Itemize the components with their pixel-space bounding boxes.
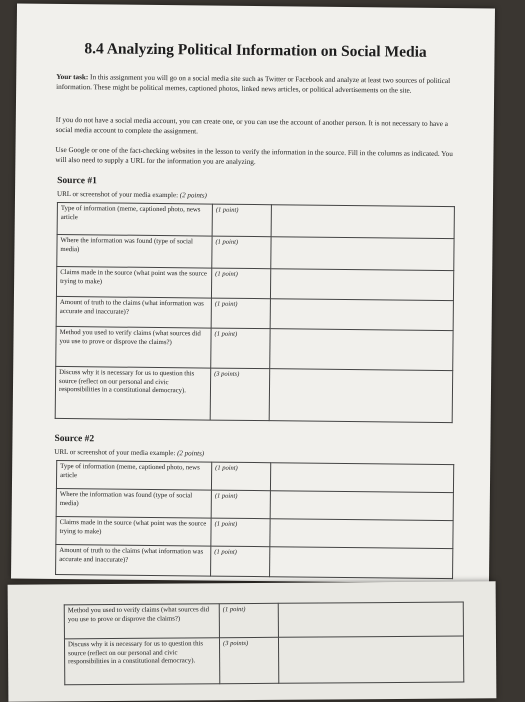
table-row [56, 488, 453, 520]
source2-q1: Type of information (meme, captioned photo, news article [56, 460, 211, 490]
source2-q5: Method you used to verify claims (what sources did you use to prove or disprove the claims?) [64, 604, 219, 639]
source2-q4-answer[interactable] [270, 547, 453, 579]
source2-q4-points: (1 point) [211, 546, 270, 577]
source1-q3-answer[interactable] [270, 269, 453, 301]
page-title: 8.4 Analyzing Political Information on Social Media [84, 40, 427, 61]
source1-subtitle-text: URL or screenshot of your media example: [56, 189, 179, 200]
source1-q1: Type of information (meme, captioned photo, news article [57, 202, 212, 236]
source1-q2-answer[interactable] [271, 237, 454, 271]
source2-q2: Where the information was found (type of social media) [56, 488, 211, 518]
source1-q5-answer[interactable] [270, 329, 453, 371]
source2-table [55, 460, 454, 579]
source1-q5: Method you used to verify claims (what sources did you use to prove or disprove the claims?) [56, 326, 211, 368]
table-row [56, 516, 453, 548]
source2-q1-answer[interactable] [270, 463, 453, 493]
source2-subtitle-points: (2 points) [177, 449, 205, 458]
table-row [56, 326, 453, 370]
source1-q4-points: (1 point) [211, 298, 270, 329]
table-row [55, 366, 453, 422]
source1-q2-points: (1 point) [212, 236, 271, 269]
source2-q3-points: (1 point) [211, 518, 270, 547]
table-row [64, 636, 463, 685]
table-row [56, 296, 453, 330]
source1-q3-points: (1 point) [211, 268, 270, 299]
source2-q5-points: (1 point) [219, 603, 278, 637]
source1-q6-answer[interactable] [269, 369, 453, 423]
source2-subtitle [54, 448, 204, 458]
source1-q4-answer[interactable] [270, 299, 453, 331]
source1-q4: Amount of truth to the claims (what information was accurate and inaccurate)? [56, 296, 211, 328]
table-row [64, 602, 463, 639]
task-paragraph [56, 72, 461, 96]
source2-q3: Claims made in the source (what point was the source trying to make) [56, 516, 211, 546]
source1-subtitle-points: (2 points) [179, 191, 207, 200]
table-row [56, 544, 453, 578]
table-row [57, 202, 454, 238]
worksheet-page-2 [8, 581, 497, 701]
source2-q6-points: (3 points) [219, 637, 278, 683]
source1-title: Source #1 [57, 175, 97, 187]
account-paragraph: If you do not have a social media account, you can create one, or you can use the account of another person. It is not necessary to have a social media account to complete the assignment. [55, 115, 448, 136]
source1-table [55, 202, 455, 423]
task-label: Your task: [56, 72, 89, 82]
source1-q2: Where the information was found (type of social media) [57, 234, 212, 268]
source1-q1-answer[interactable] [271, 205, 454, 239]
source1-q6-points: (3 points) [210, 368, 270, 421]
google-paragraph: Use Google or one of the fact-checking websites in the lesson to verify the information in the source. Fill in the columns as indicated. You will also need to supply a URL for the information you are analyzing. [55, 145, 453, 167]
source2-q4: Amount of truth to the claims (what information was accurate and inaccurate)? [56, 544, 211, 576]
source2-q5-answer[interactable] [278, 602, 463, 637]
source2-subtitle-text: URL or screenshot of your media example: [54, 447, 176, 458]
source2-title: Source #2 [54, 433, 95, 445]
source2-q2-points: (1 point) [211, 490, 270, 519]
source1-q1-points: (1 point) [212, 204, 271, 237]
source2-q6-answer[interactable] [278, 636, 463, 683]
source1-q3: Claims made in the source (what point was the source trying to make) [56, 266, 211, 298]
source1-q6: Discuss why it is necessary for us to question this source (reflect on our personal and civic responsibilities in a constitutional democracy). [55, 366, 211, 420]
source2-q2-answer[interactable] [270, 491, 453, 521]
table-row [56, 266, 453, 300]
task-text: In this assignment you will go on a social media site such as Twitter or Facebook and analyze at least two sources of political information. These might be political memes, captioned photos, linked news articles, or political advertisements on the site. [56, 73, 451, 95]
worksheet-page-1 [11, 4, 495, 584]
source2-q1-points: (1 point) [211, 462, 270, 491]
source2-continued-table [64, 602, 465, 686]
source2-q3-answer[interactable] [270, 519, 453, 549]
source1-subtitle [57, 190, 207, 200]
source1-q5-points: (1 point) [211, 328, 270, 369]
table-row [57, 234, 454, 270]
source2-q6: Discuss why it is necessary for us to question this source (reflect on our personal and civic responsibilities in a constitutional democracy). [64, 638, 219, 685]
table-row [56, 460, 453, 492]
